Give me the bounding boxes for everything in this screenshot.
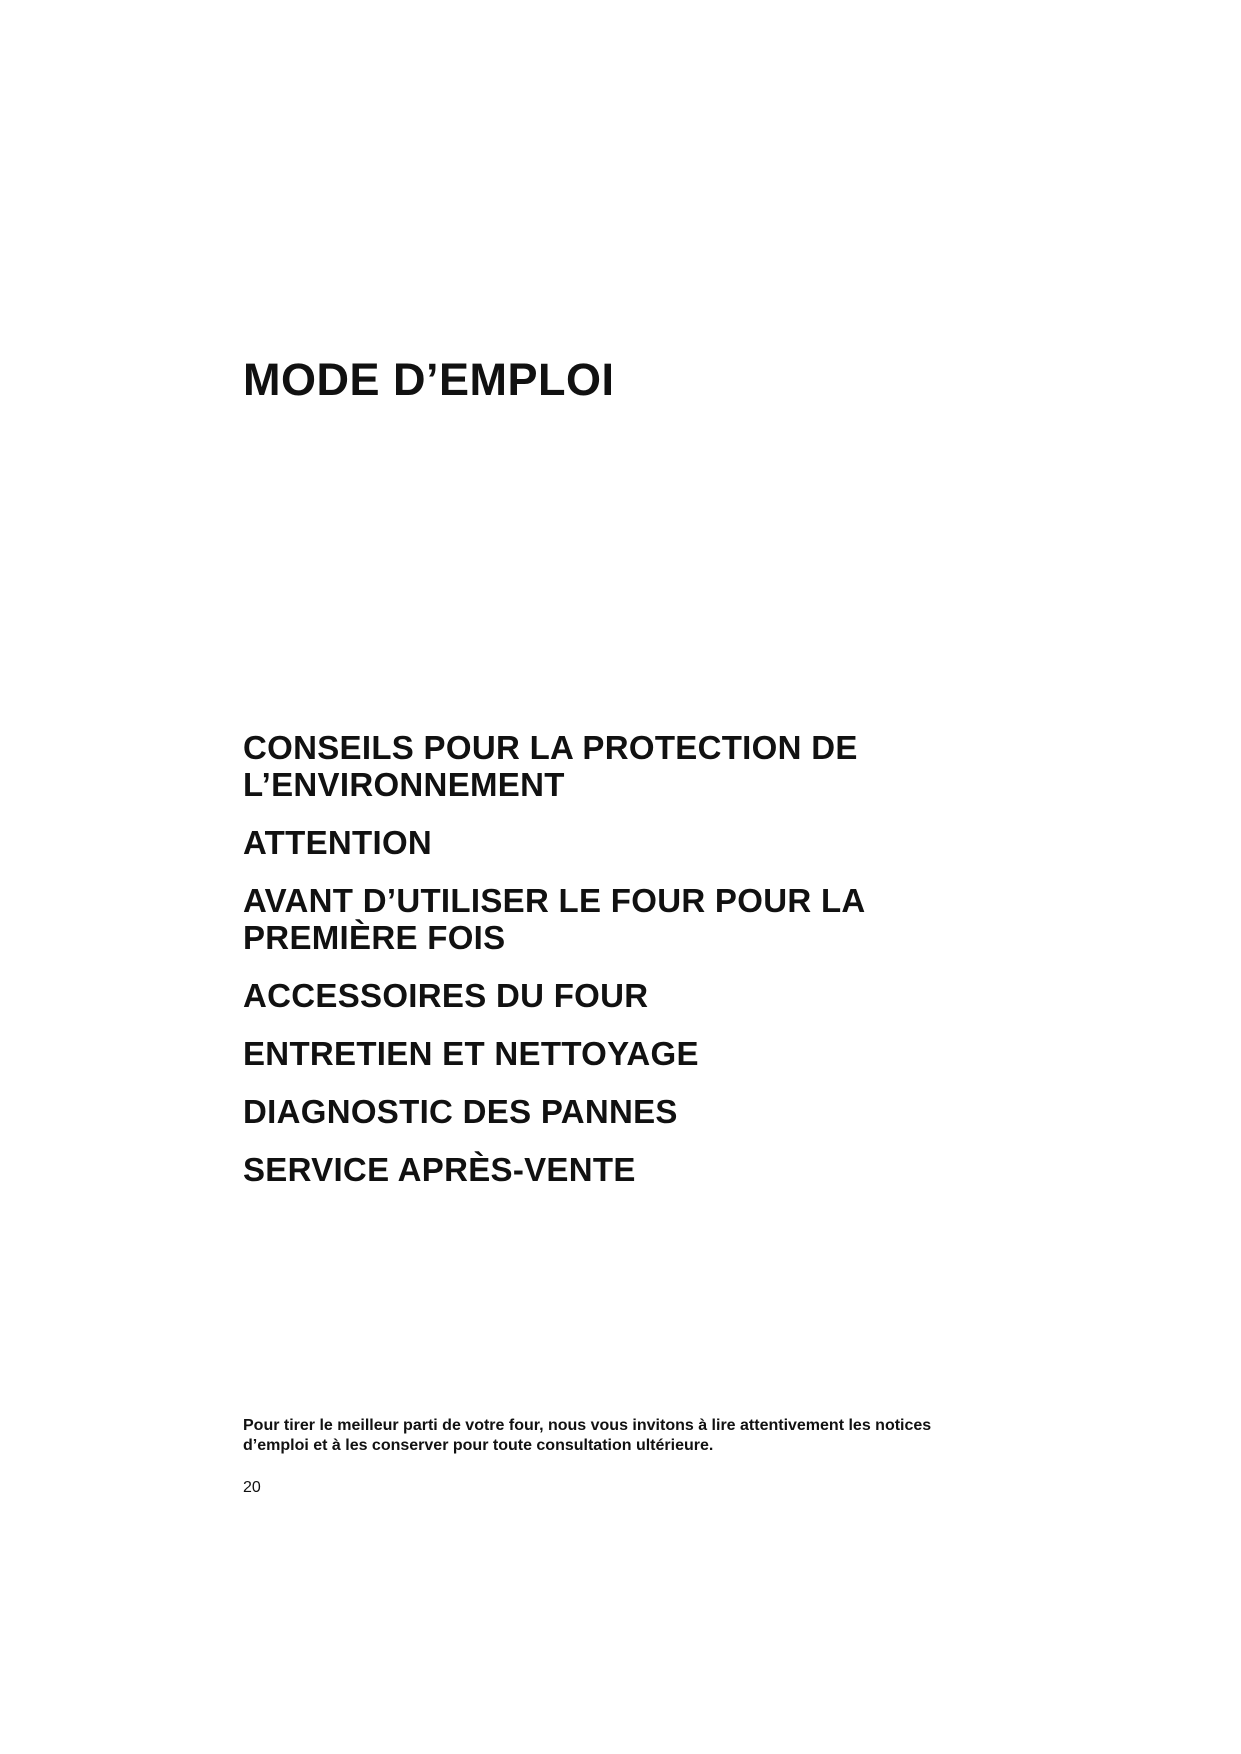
toc-item-environment (243, 729, 1003, 803)
page-number: 20 (243, 1479, 261, 1496)
toc-item-accessories (243, 977, 1003, 1014)
toc-item-label: AVANT D’UTILISER LE FOUR POUR LA (243, 882, 866, 919)
toc-item-attention (243, 824, 1003, 861)
toc-item-label: SERVICE APRÈS-VENTE (243, 1151, 636, 1188)
table-of-contents (243, 729, 1003, 1209)
toc-item-label: ACCESSOIRES DU FOUR (243, 977, 649, 1014)
intro-note-line: Pour tirer le meilleur parti de votre four, nous vous invitons à lire attentivement les notices (243, 1417, 932, 1434)
toc-item-label-continued: PREMIÈRE FOIS (243, 919, 506, 956)
toc-item-first-use (243, 882, 1003, 956)
intro-note-line: d’emploi et à les conserver pour toute consultation ultérieure. (243, 1437, 714, 1454)
toc-item-troubleshooting (243, 1093, 1003, 1130)
toc-item-label: CONSEILS POUR LA PROTECTION DE (243, 729, 858, 766)
toc-item-label: DIAGNOSTIC DES PANNES (243, 1093, 678, 1130)
toc-item-label-continued: L’ENVIRONNEMENT (243, 766, 565, 803)
toc-item-label: ENTRETIEN ET NETTOYAGE (243, 1035, 699, 1072)
toc-item-maintenance (243, 1035, 1003, 1072)
toc-item-after-sales (243, 1151, 1003, 1188)
page-title: MODE D’EMPLOI (243, 354, 615, 405)
intro-note (243, 1416, 1023, 1456)
toc-item-label: ATTENTION (243, 824, 433, 861)
